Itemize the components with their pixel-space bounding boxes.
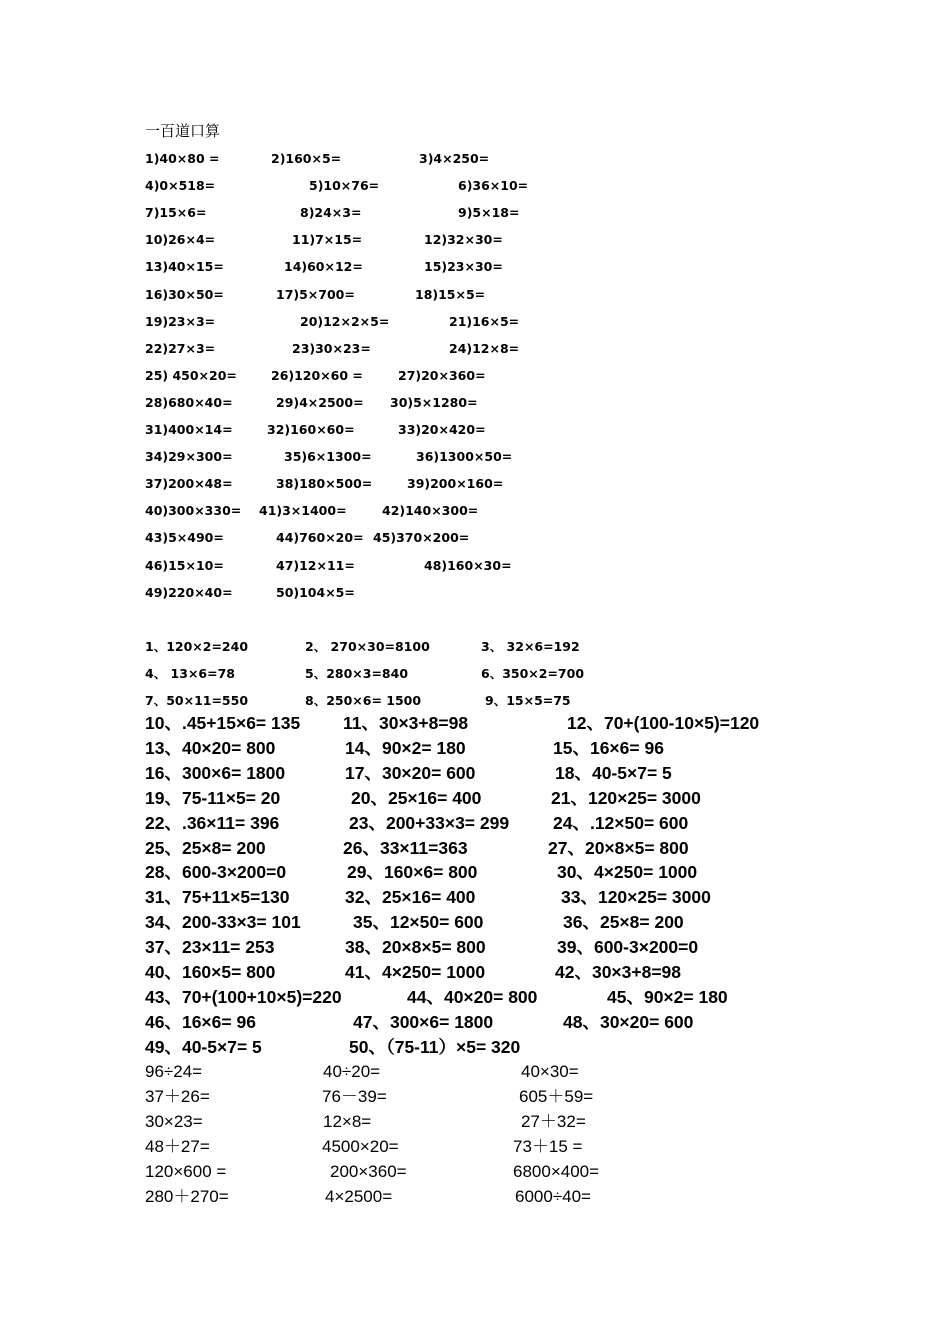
answered-problem-item: 31、75+11×5=130	[145, 887, 290, 908]
answered-problem-row	[0, 639, 950, 664]
problem-item: 18)15×5=	[415, 286, 486, 302]
answered-problem-item: 40、160×5= 800	[145, 962, 276, 982]
problem-row	[0, 476, 950, 501]
answered-problem-item: 20、25×16= 400	[351, 787, 482, 808]
problem-item: 27＋32=	[521, 1112, 586, 1131]
answered-problem-item: 44、40×20= 800	[407, 986, 538, 1007]
problem-item: 10)26×4=	[145, 232, 216, 248]
problem-item: 37)200×48=	[145, 476, 233, 492]
problem-row	[0, 503, 950, 528]
problem-item: 19)23×3=	[145, 313, 216, 329]
answered-problem-item: 6、350×2=700	[481, 666, 585, 681]
problem-item: 40)300×330=	[145, 503, 242, 519]
answered-problem-item: 32、25×16= 400	[345, 887, 476, 908]
problem-item: 12×8=	[323, 1112, 372, 1131]
answered-problem-item: 22、.36×11= 396	[145, 812, 280, 833]
problem-item: 27)20×360=	[398, 367, 486, 383]
problem-item: 2)160×5=	[271, 151, 342, 166]
answered-problem-row	[0, 812, 950, 837]
problem-item: 50)104×5=	[276, 584, 355, 600]
problem-item: 46)15×10=	[145, 557, 224, 573]
answered-problem-item: 17、30×20= 600	[345, 762, 476, 783]
problem-row	[0, 178, 950, 203]
problem-item: 30×23=	[145, 1112, 203, 1131]
answered-problem-row	[0, 986, 950, 1011]
answered-problem-row	[0, 861, 950, 886]
problem-item: 47)12×11=	[276, 557, 355, 573]
problem-item: 6800×400=	[513, 1162, 600, 1181]
problem-row	[0, 1061, 950, 1086]
answered-problem-row	[0, 837, 950, 862]
problem-item: 28)680×40=	[145, 394, 233, 410]
problem-item: 605＋59=	[519, 1087, 594, 1106]
problem-row	[0, 449, 950, 474]
problem-item: 36)1300×50=	[416, 449, 513, 465]
answered-problem-item: 14、90×2= 180	[345, 737, 466, 758]
answered-problem-item: 39、600-3×200=0	[557, 937, 699, 958]
problem-item: 21)16×5=	[449, 313, 520, 329]
answered-problem-item: 3、 32×6=192	[481, 639, 580, 654]
problem-item: 12)32×30=	[424, 232, 503, 248]
answered-problem-item: 21、120×25= 3000	[551, 787, 701, 808]
problem-item: 25) 450×20=	[145, 367, 237, 383]
problem-item: 31)400×14=	[145, 422, 233, 437]
answered-problem-item: 48、30×20= 600	[563, 1011, 694, 1032]
problem-item: 8)24×3=	[300, 205, 362, 221]
problem-item: 7)15×6=	[145, 205, 207, 221]
answered-problem-row	[0, 886, 950, 911]
problem-item: 6)36×10=	[458, 178, 529, 194]
problem-row	[0, 314, 950, 339]
problem-row	[0, 151, 950, 176]
answered-problem-row	[0, 762, 950, 787]
problem-item: 35)6×1300=	[284, 449, 372, 465]
problem-item: 37＋26=	[145, 1087, 210, 1106]
problem-item: 14)60×12=	[284, 259, 363, 275]
answered-problem-item: 19、75-11×5= 20	[145, 787, 281, 808]
problem-item: 48＋27=	[145, 1137, 210, 1156]
problem-item: 24)12×8=	[449, 340, 520, 356]
problem-item: 33)20×420=	[398, 422, 486, 437]
answered-problem-item: 29、160×6= 800	[347, 862, 478, 883]
problem-row	[0, 1186, 950, 1211]
answered-problem-item: 15、16×6= 96	[553, 737, 664, 758]
answered-problem-item: 11、30×3+8=98	[343, 713, 469, 733]
answered-problem-row	[0, 666, 950, 691]
answered-problem-item: 30、4×250= 1000	[557, 862, 698, 883]
answered-problem-item: 8、250×6= 1500	[305, 693, 422, 708]
answered-problem-item: 26、33×11=363	[343, 837, 468, 858]
problem-item: 29)4×2500=	[276, 394, 364, 410]
answered-problem-row	[0, 961, 950, 986]
page-title: 一百道口算	[145, 122, 221, 140]
problem-item: 120×600 =	[145, 1162, 227, 1181]
problem-row	[0, 1136, 950, 1161]
answered-problem-item: 33、120×25= 3000	[561, 887, 711, 908]
answered-problem-item: 16、300×6= 1800	[145, 762, 286, 783]
answered-problem-item: 50、（75-11）×5= 320	[349, 1036, 521, 1057]
problem-item: 43)5×490=	[145, 530, 224, 546]
answered-problem-item: 45、90×2= 180	[607, 986, 728, 1007]
problem-row	[0, 558, 950, 583]
problem-item: 30)5×1280=	[390, 394, 478, 410]
problem-item: 4)0×518=	[145, 178, 216, 194]
problem-item: 22)27×3=	[145, 340, 216, 356]
answered-problem-item: 25、25×8= 200	[145, 837, 266, 858]
answered-problem-item: 47、300×6= 1800	[353, 1011, 494, 1032]
problem-item: 96÷24=	[145, 1062, 203, 1081]
problem-row	[0, 205, 950, 230]
problem-item: 26)120×60 =	[271, 367, 363, 383]
answered-problem-item: 28、600-3×200=0	[145, 862, 287, 883]
problem-item: 17)5×700=	[276, 286, 355, 302]
problem-row	[0, 232, 950, 257]
answered-problem-item: 7、50×11=550	[145, 693, 249, 708]
answered-problem-item: 10、.45+15×6= 135	[145, 713, 301, 733]
problem-item: 3)4×250=	[419, 151, 490, 166]
problem-row	[0, 368, 950, 393]
answered-problem-item: 36、25×8= 200	[563, 912, 684, 933]
answered-problem-row	[0, 1011, 950, 1036]
problem-row	[0, 287, 950, 312]
answered-problem-item: 23、200+33×3= 299	[349, 812, 510, 833]
answered-problem-row	[0, 911, 950, 936]
problem-item: 15)23×30=	[424, 259, 503, 275]
problem-item: 76－39=	[322, 1087, 387, 1106]
problem-item: 280＋270=	[145, 1187, 229, 1206]
problem-row	[0, 585, 950, 610]
problem-item: 42)140×300=	[382, 503, 479, 519]
answered-problem-item: 42、30×3+8=98	[555, 962, 682, 982]
answered-problem-row	[0, 712, 950, 737]
problem-item: 23)30×23=	[292, 340, 371, 356]
problem-row	[0, 259, 950, 284]
problem-row	[0, 1086, 950, 1111]
answered-problem-item: 13、40×20= 800	[145, 737, 276, 758]
answered-problem-item: 9、15×5=75	[485, 693, 571, 708]
problem-item: 9)5×18=	[458, 205, 520, 221]
problem-item: 1)40×80 =	[145, 151, 220, 166]
problem-item: 41)3×1400=	[259, 503, 347, 519]
problem-item: 16)30×50=	[145, 286, 224, 302]
problem-item: 200×360=	[330, 1162, 407, 1181]
problem-item: 44)760×20=	[276, 530, 364, 546]
answered-problem-item: 43、70+(100+10×5)=220	[145, 986, 342, 1007]
answered-problem-item: 18、40-5×7= 5	[555, 762, 672, 783]
answered-problem-item: 2、 270×30=8100	[305, 639, 430, 654]
problem-item: 38)180×500=	[276, 476, 373, 492]
answered-problem-item: 35、12×50= 600	[353, 912, 484, 933]
problem-row	[0, 341, 950, 366]
answered-problem-row	[0, 936, 950, 961]
problem-item: 11)7×15=	[292, 232, 363, 248]
answered-problem-item: 24、.12×50= 600	[553, 812, 689, 833]
problem-row	[0, 1111, 950, 1136]
answered-problem-row	[0, 787, 950, 812]
problem-item: 40÷20=	[323, 1062, 381, 1081]
answered-problem-item: 37、23×11= 253	[145, 937, 275, 958]
answered-problem-item: 41、4×250= 1000	[345, 962, 486, 982]
problem-item: 5)10×76=	[309, 178, 380, 194]
problem-item: 4500×20=	[322, 1137, 399, 1156]
problem-row	[0, 422, 950, 447]
answered-problem-row	[0, 737, 950, 762]
answered-problem-item: 27、20×8×5= 800	[548, 837, 689, 858]
problem-item: 34)29×300=	[145, 449, 233, 465]
problem-item: 32)160×60=	[267, 422, 355, 437]
problem-item: 40×30=	[521, 1062, 579, 1081]
answered-problem-item: 5、280×3=840	[305, 666, 409, 681]
problem-item: 45)370×200=	[373, 530, 470, 546]
answered-problem-item: 12、70+(100-10×5)=120	[567, 713, 760, 733]
problem-item: 13)40×15=	[145, 259, 224, 275]
answered-problem-item: 38、20×8×5= 800	[345, 937, 486, 958]
answered-problem-item: 34、200-33×3= 101	[145, 912, 301, 933]
problem-item: 48)160×30=	[424, 557, 512, 573]
answered-problem-item: 46、16×6= 96	[145, 1011, 256, 1032]
answered-problem-item: 1、120×2=240	[145, 639, 249, 654]
problem-row	[0, 1161, 950, 1186]
problem-row	[0, 395, 950, 420]
problem-row	[0, 530, 950, 555]
problem-item: 6000÷40=	[515, 1187, 591, 1206]
problem-item: 73＋15 =	[513, 1137, 583, 1156]
answered-problem-item: 49、40-5×7= 5	[145, 1036, 262, 1057]
problem-item: 4×2500=	[325, 1187, 393, 1206]
problem-item: 20)12×2×5=	[300, 313, 390, 329]
problem-item: 49)220×40=	[145, 584, 233, 600]
answered-problem-item: 4、 13×6=78	[145, 666, 235, 681]
answered-problem-row	[0, 1036, 950, 1061]
problem-item: 39)200×160=	[407, 476, 504, 492]
